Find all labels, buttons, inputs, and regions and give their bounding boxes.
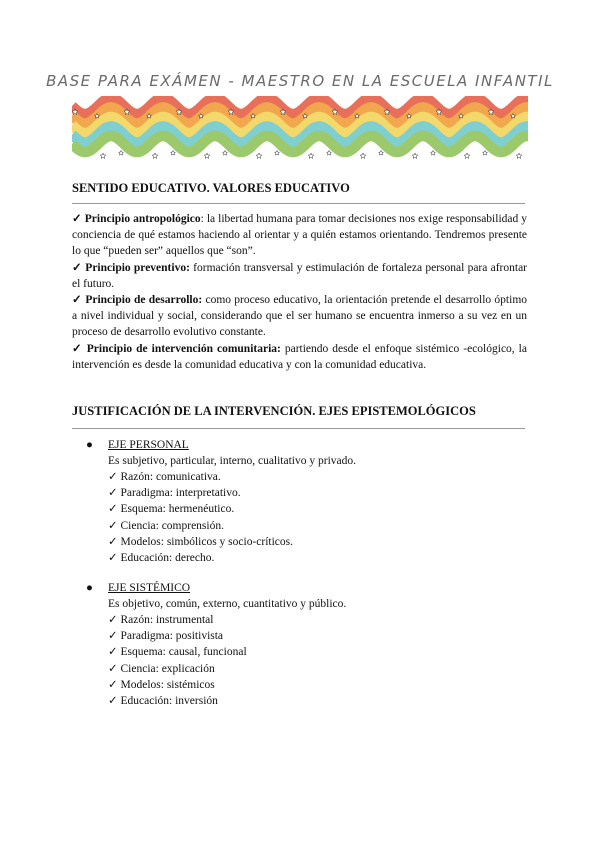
- star-icon: [327, 150, 332, 155]
- star-icon: [483, 150, 488, 155]
- list-item: ✓ Esquema: causal, funcional: [108, 646, 247, 659]
- star-icon: [223, 150, 228, 155]
- list-item: ✓ Educación: derecho.: [108, 551, 215, 564]
- principle-term: Principio antropológico: [84, 213, 201, 225]
- axis-items: [108, 469, 293, 566]
- check-icon: ✓: [72, 213, 82, 225]
- axis-description: Es objetivo, común, externo, cuantitativo y público.: [108, 598, 347, 610]
- principle-item: [72, 211, 527, 260]
- list-item: ✓ Ciencia: explicación: [108, 662, 215, 675]
- separator: :: [200, 213, 204, 225]
- star-icon: [412, 153, 418, 158]
- divider: [72, 203, 525, 204]
- principle-text: partiendo desde el enfoque sistémico -ecológico, la intervención es desde la comunidad educativa y con la comunidad educativa.: [72, 342, 527, 371]
- list-item: ✓ Modelos: sistémicos: [108, 678, 215, 691]
- section-heading-sentido: SENTIDO EDUCATIVO. VALORES EDUCATIVO: [72, 181, 350, 195]
- star-icon: [256, 153, 262, 158]
- axis-description: Es subjetivo, particular, interno, cualitativo y privado.: [108, 455, 357, 467]
- principle-text: la libertad humana para tomar decisiones nos exige responsabilidad y conciencia de qué estamos haciendo al orientar y a quién estamos orientando. Tendremos presente lo que “pueden ser” aquellos que “son”.: [72, 213, 527, 258]
- principle-term: Principio de intervención comunitaria:: [86, 342, 281, 355]
- list-item: ✓ Ciencia: comprensión.: [108, 519, 224, 532]
- star-icon: [119, 150, 124, 155]
- principle-item: [72, 260, 527, 292]
- star-icon: [275, 150, 280, 155]
- bullet-icon: ●: [86, 439, 93, 451]
- list-item: ✓ Paradigma: interpretativo.: [108, 487, 241, 500]
- bullet-icon: ●: [86, 582, 93, 594]
- page-title: BASE PARA EXÁMEN - MAESTRO EN LA ESCUELA INFANTIL: [46, 72, 554, 90]
- list-item: ✓ Paradigma: positivista: [108, 630, 224, 643]
- star-icon: [379, 150, 384, 155]
- axis-name: EJE PERSONAL: [108, 439, 189, 451]
- principle-term: Principio de desarrollo:: [85, 294, 203, 307]
- star-icon: [171, 150, 176, 155]
- check-icon: ✓: [72, 342, 83, 355]
- principle-term: Principio preventivo:: [85, 261, 190, 274]
- rainbow-wave-banner: [72, 96, 528, 166]
- section-heading-justificacion: JUSTIFICACIÓN DE LA INTERVENCIÓN. EJES EPISTEMOLÓGICOS: [72, 404, 476, 418]
- star-icon: [204, 153, 210, 158]
- principle-text: formación transversal y estimulación de fortaleza personal para afrontar el futuro.: [72, 261, 528, 290]
- principle-text: como proceso educativo, la orientación pretende el desarrollo óptimo a nivel individual y social, considerando que el ser humano se encuentra inmerso a su vez en un proceso de desarrollo evolutivo constante.: [72, 294, 528, 339]
- principle-item: [72, 341, 527, 373]
- star-icon: [308, 153, 314, 158]
- list-item: ✓ Razón: instrumental: [108, 614, 214, 626]
- list-item: ✓ Razón: comunicativa.: [108, 471, 221, 483]
- star-icon: [360, 153, 366, 158]
- star-icon: [152, 153, 158, 158]
- check-icon: ✓: [72, 261, 83, 274]
- check-icon: ✓: [72, 294, 83, 307]
- star-icon: [464, 153, 470, 158]
- star-icon: [516, 153, 522, 158]
- axis-name: EJE SISTÉMICO: [108, 582, 191, 594]
- list-item: ✓ Educación: inversión: [108, 694, 218, 707]
- star-icon: [100, 153, 106, 158]
- list-item: ✓ Modelos: simbólicos y socio-críticos.: [108, 535, 293, 548]
- star-icon: [431, 150, 436, 155]
- principles-list: [72, 211, 527, 373]
- principle-item: [72, 292, 527, 341]
- list-item: ✓ Esquema: hermenéutico.: [108, 503, 235, 516]
- divider: [72, 428, 525, 429]
- axis-items: [108, 612, 247, 709]
